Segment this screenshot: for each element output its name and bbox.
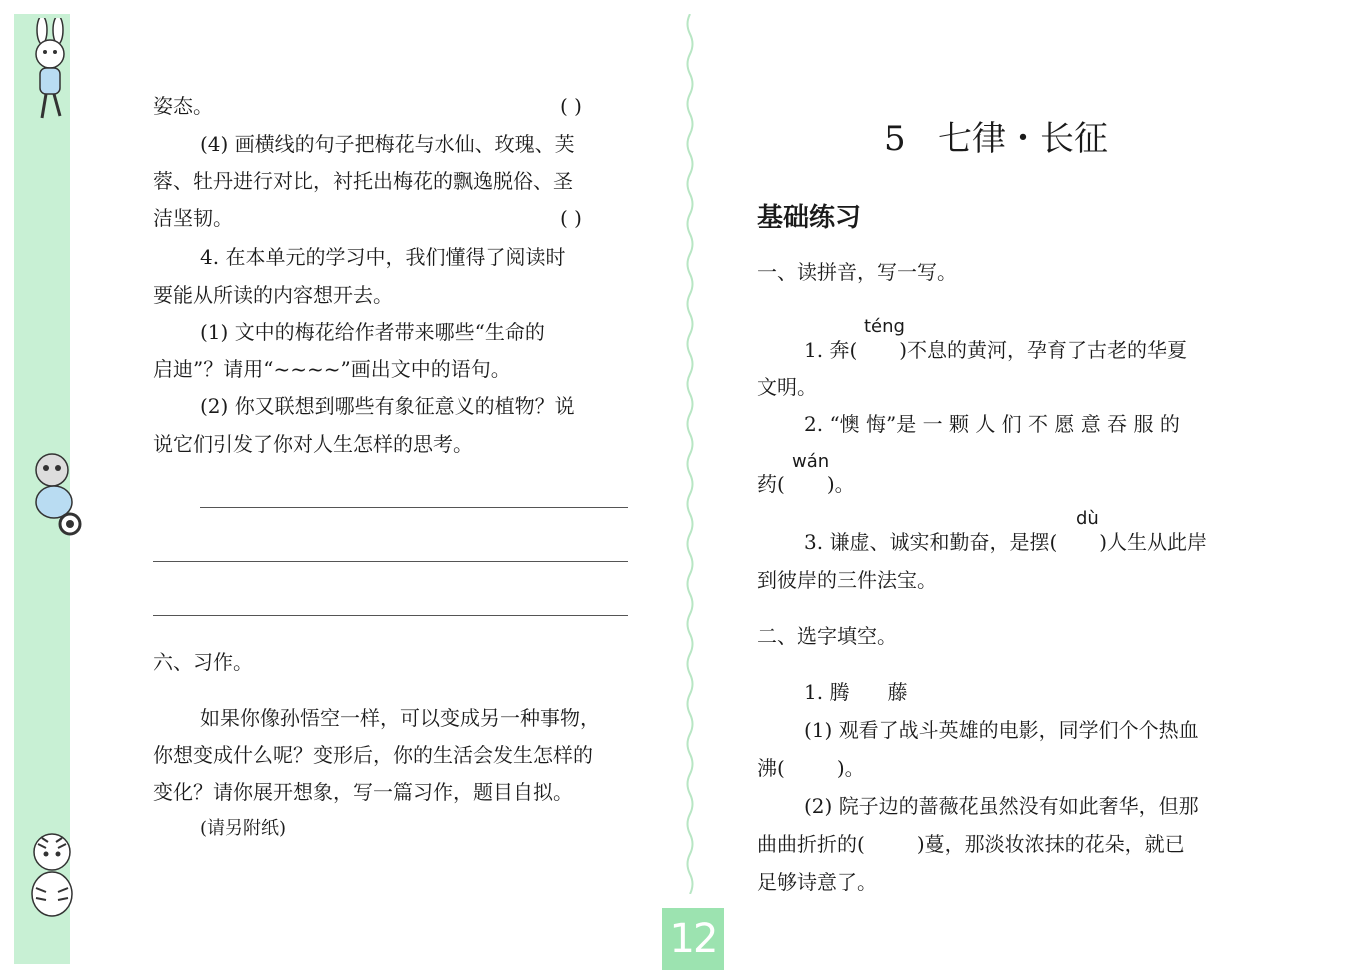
- question-1-1-line: 1. 奔( )不息的黄河，孕育了古老的华夏: [804, 338, 1188, 362]
- question-1-3-line: 3. 谦虚、诚实和勤奋，是摆( )人生从此岸: [804, 530, 1208, 554]
- question-4-2-line: 说它们引发了你对人生怎样的思考。: [153, 432, 473, 456]
- question-2-1-sentence-2: 足够诗意了。: [757, 870, 877, 894]
- question-1-heading: 一、读拼音，写一写。: [757, 260, 957, 284]
- raccoon-mascot-icon: [12, 440, 92, 550]
- question-1-2-line: 药( )。: [757, 472, 855, 496]
- question-2-1-sentence-2: (2) 院子边的蔷薇花虽然没有如此奢华，但那: [804, 794, 1199, 818]
- question-2-1-sentence-2: 曲曲折折的( )蔓，那淡妆浓抹的花朵，就已: [757, 832, 1185, 856]
- question-2-heading: 二、选字填空。: [757, 624, 897, 648]
- question-4-1-line: 启迪”？请用“~~~~”画出文中的语句。: [153, 357, 511, 381]
- question-4-line: 要能从所读的内容想开去。: [153, 283, 393, 307]
- chapter-title: 5 七律・长征: [884, 119, 1109, 159]
- question-2-1-sentence-1: (1) 观看了战斗英雄的电影，同学们个个热血: [804, 718, 1199, 742]
- section-title: 基础练习: [757, 203, 862, 233]
- question-4-item-4-line: 蓉、牡丹进行对比，衬托出梅花的飘逸脱俗、圣: [153, 169, 573, 193]
- question-1-1-line: 文明。: [757, 375, 817, 399]
- answer-parentheses[interactable]: ( ): [560, 94, 582, 118]
- question-4-1-line: (1) 文中的梅花给作者带来哪些“生命的: [200, 320, 545, 344]
- answer-parentheses[interactable]: ( ): [560, 206, 582, 230]
- page-number-badge: 12: [662, 908, 724, 970]
- question-2-1-options: 1. 腾 藤: [804, 680, 908, 704]
- question-4-item-4-line: 洁坚韧。: [153, 206, 233, 230]
- question-4-2-line: (2) 你又联想到哪些有象征意义的植物？说: [200, 394, 575, 418]
- question-4-line: 4. 在本单元的学习中，我们懂得了阅读时: [200, 245, 566, 269]
- pinyin-hint: téng: [864, 316, 905, 337]
- answer-writing-line[interactable]: [153, 615, 628, 616]
- tiger-mascot-icon: [12, 818, 92, 928]
- question-1-3-line: 到彼岸的三件法宝。: [757, 568, 937, 592]
- essay-prompt-line: 你想变成什么呢？变形后，你的生活会发生怎样的: [153, 743, 593, 767]
- section-6-heading: 六、习作。: [153, 650, 253, 674]
- page-fold-decoration: [683, 14, 697, 894]
- essay-prompt-line: 如果你像孙悟空一样，可以变成另一种事物，: [200, 706, 600, 730]
- question-2-1-sentence-1: 沸( )。: [757, 756, 865, 780]
- pinyin-hint: dù: [1076, 508, 1099, 529]
- rabbit-mascot-icon: [12, 18, 92, 128]
- essay-note: (请另附纸): [200, 818, 287, 839]
- answer-writing-line[interactable]: [153, 561, 628, 562]
- question-4-item-4-line: (4) 画横线的句子把梅花与水仙、玫瑰、芙: [200, 132, 575, 156]
- text-line: 姿态。: [153, 94, 213, 118]
- essay-prompt-line: 变化？请你展开想象，写一篇习作，题目自拟。: [153, 780, 573, 804]
- pinyin-hint: wán: [792, 451, 830, 472]
- answer-writing-line[interactable]: [200, 507, 628, 508]
- question-1-2-line: 2. “懊 悔”是 一 颗 人 们 不 愿 意 吞 服 的: [804, 412, 1180, 436]
